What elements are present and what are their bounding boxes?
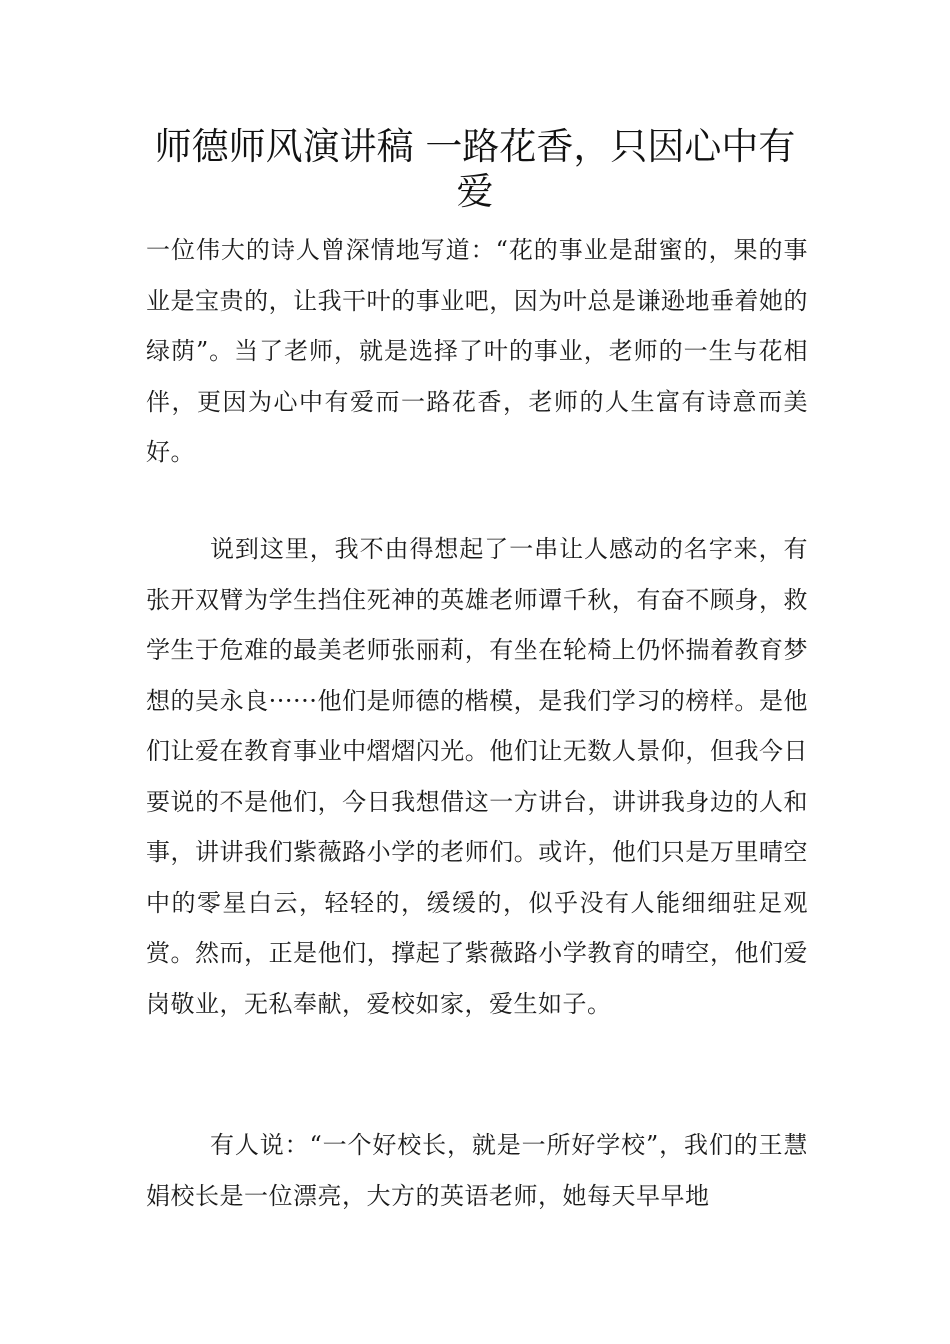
document-title: 师德师风演讲稿 一路花香，只因心中有爱 xyxy=(154,125,796,213)
paragraph-teachers: 说到这里，我不由得想起了一串让人感动的名字来，有张开双臂为学生挡住死神的英雄老师谭千秋，有奋不顾身，救学生于危难的最美老师张丽莉，有坐在轮椅上仍怀揣着教育梦想的吴永良······他们是师德的楷模，是我们学习的榜样。是他们让爱在教育事业中熠熠闪光。他们让无数人景仰，但我今日要说的不是他们，今日我想借这一方讲台，讲讲我身边的人和事，讲讲我们紫薇路小学的老师们。或许，他们只是万里晴空中的零星白云，轻轻的，缓缓的，似乎没有人能细细驻足观赏。然而，正是他们，撑起了紫薇路小学教育的晴空，他们爱岗敬业，无私奉献，爱校如家，爱生如子。 xyxy=(146,535,808,1018)
paragraph-principal: 有人说：“一个好校长，就是一所好学校”，我们的王慧娟校长是一位漂亮，大方的英语老师，她每天早早地 xyxy=(146,1131,808,1210)
paragraph-intro: 一位伟大的诗人曾深情地写道：“花的事业是甜蜜的，果的事业是宝贵的，让我干叶的事业吧，因为叶总是谦逊地垂着她的绿荫”。当了老师，就是选择了叶的事业，老师的一生与花相伴，更因为心中有爱而一路花香，老师的人生富有诗意而美好。 xyxy=(146,236,808,466)
